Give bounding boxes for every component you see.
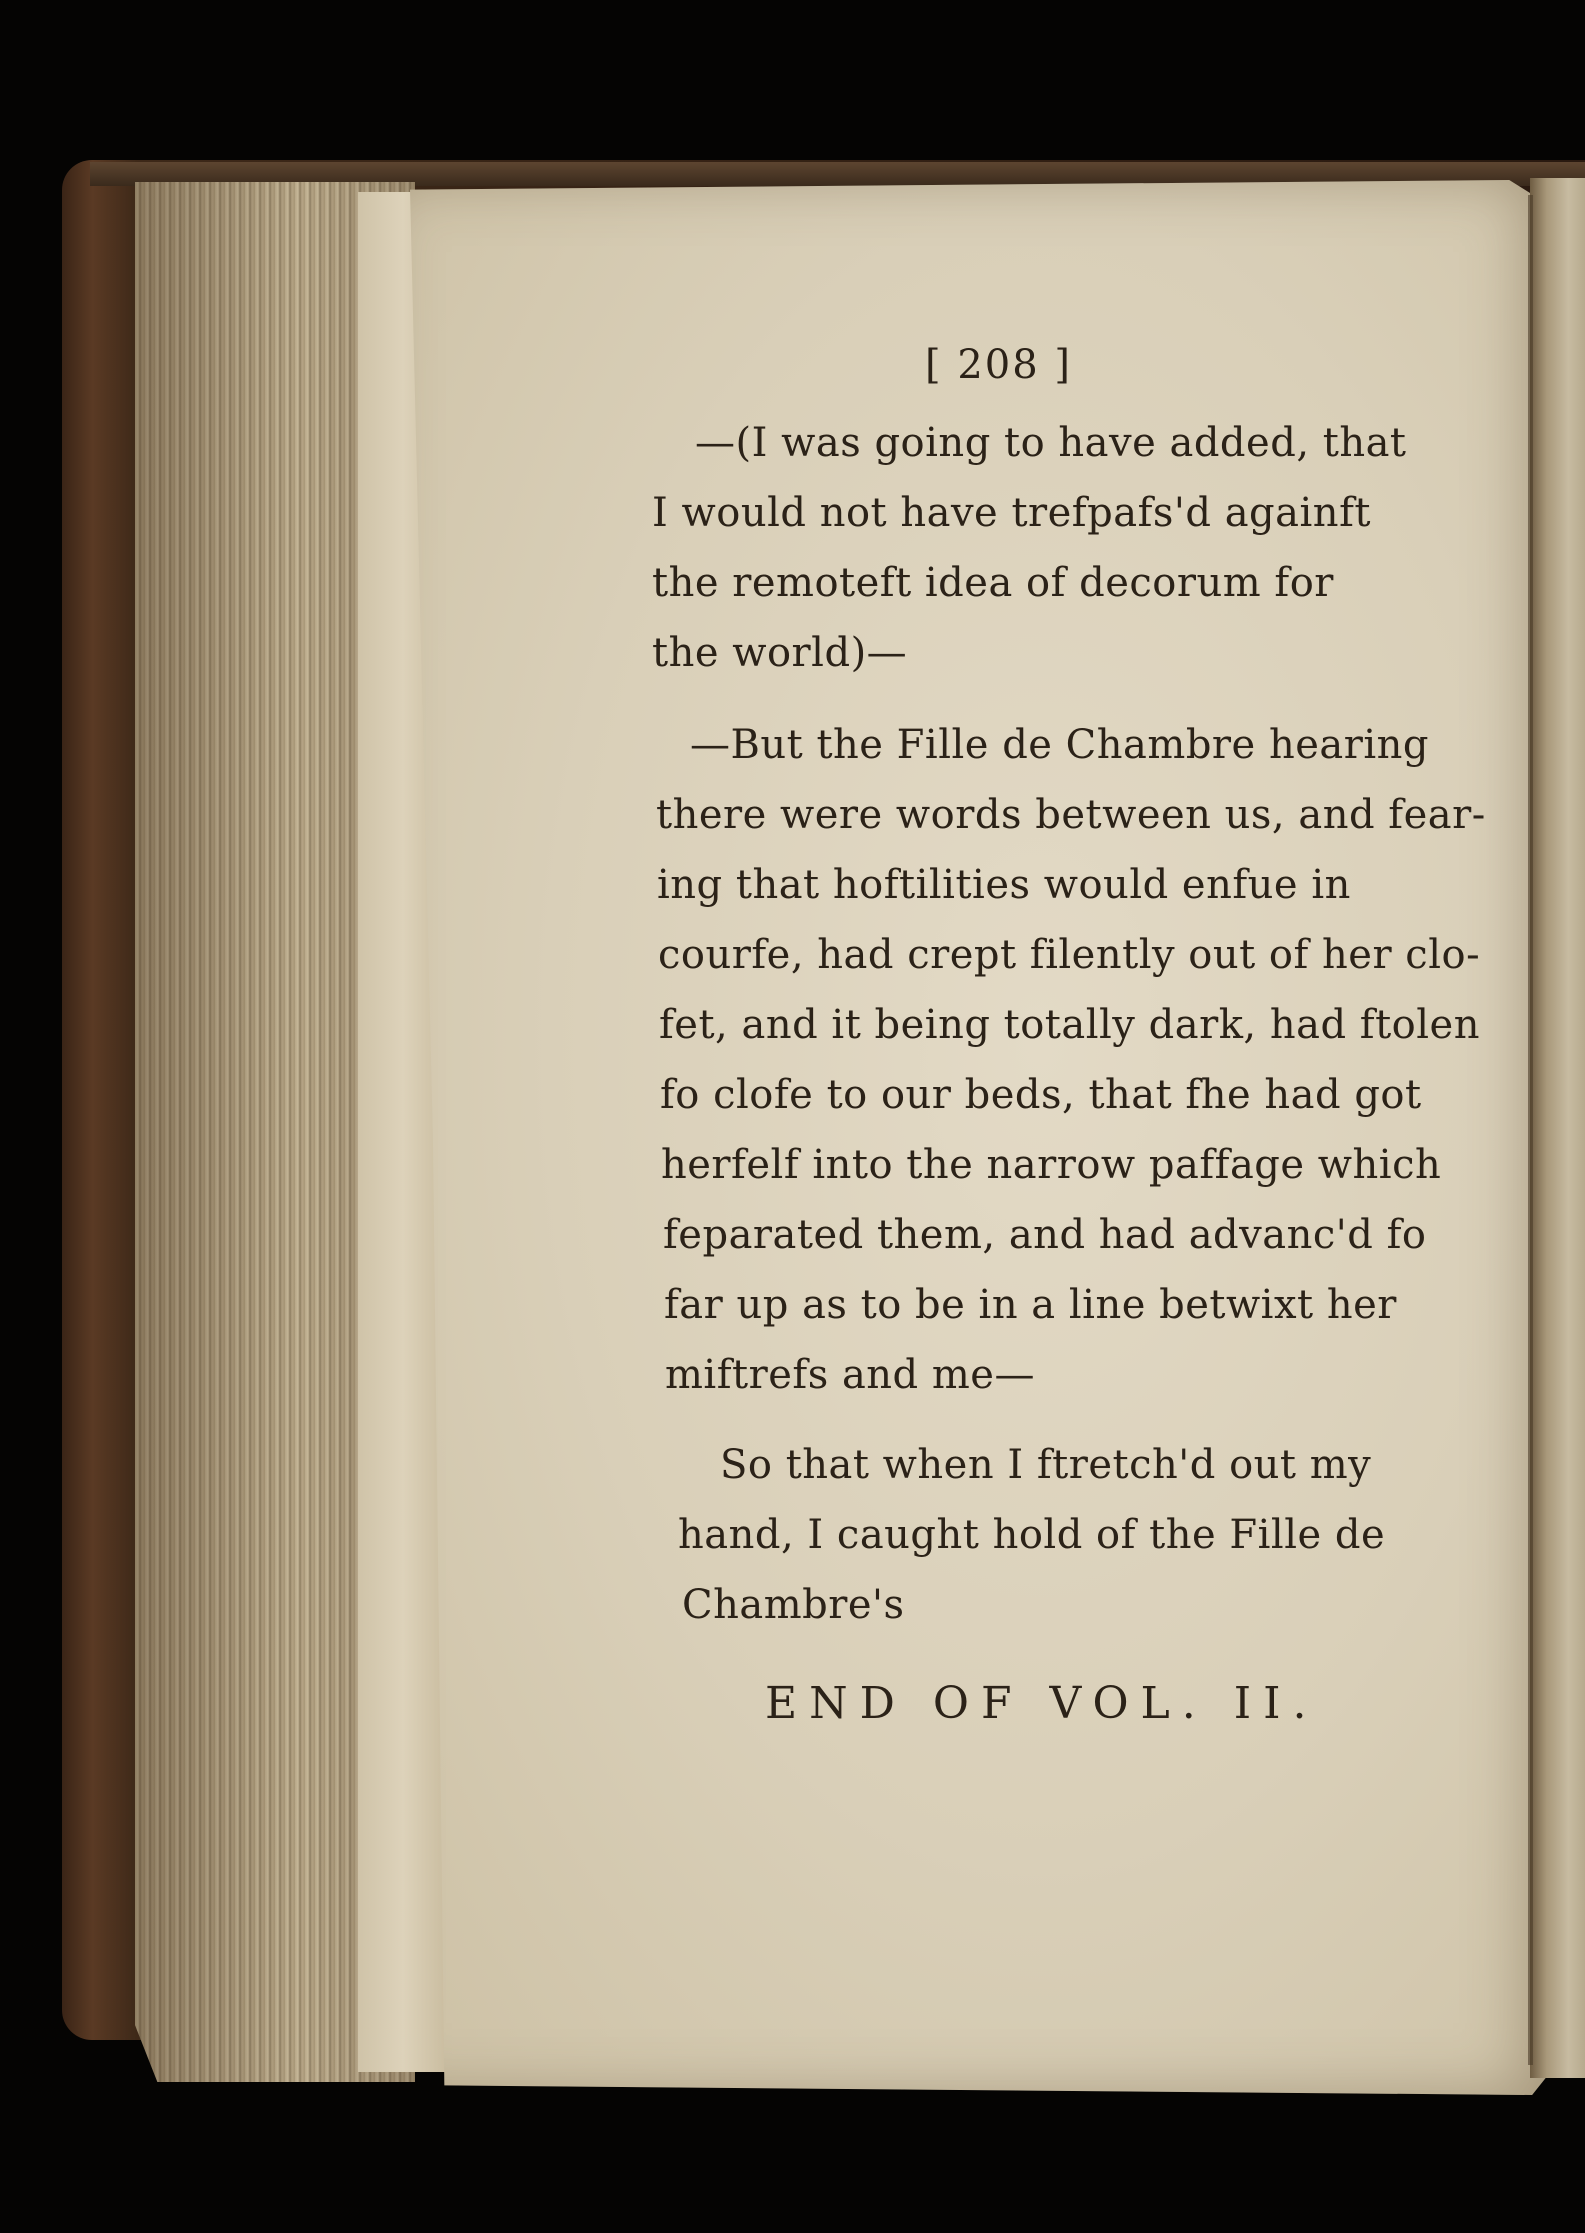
- text-line: courfe, had crept filently out of her clo-: [658, 932, 1481, 978]
- text-line: —But the Fille de Chambre hearing: [690, 722, 1429, 768]
- facing-page-edge: [1530, 178, 1585, 2078]
- text-line: far up as to be in a line betwixt her: [664, 1282, 1397, 1328]
- text-line: —(I was going to have added, that: [695, 420, 1407, 466]
- text-line: I would not have trefpafs'd againft: [652, 490, 1371, 536]
- text-line: the remoteft idea of decorum for: [652, 560, 1334, 606]
- text-line: miftrefs and me—: [665, 1352, 1035, 1398]
- book-page: [410, 180, 1555, 2095]
- text-line: fo clofe to our beds, that fhe had got: [660, 1072, 1422, 1118]
- text-line: hand, I caught hold of the Fille de: [678, 1512, 1386, 1558]
- text-line: ing that hoftilities would enfue in: [657, 862, 1351, 908]
- gutter-line: [1528, 195, 1533, 2065]
- text-line: fet, and it being totally dark, had ftolen: [659, 1002, 1480, 1048]
- text-line: there were words between us, and fear-: [656, 792, 1486, 838]
- text-line: herfelf into the narrow paffage which: [661, 1142, 1442, 1188]
- end-of-volume-text: END OF VOL. II.: [765, 1678, 1319, 1729]
- page-number-header: [ 208 ]: [925, 342, 1072, 388]
- text-line: feparated them, and had advanc'd fo: [663, 1212, 1427, 1258]
- text-line: So that when I ftretch'd out my: [720, 1442, 1372, 1488]
- text-line: the world)—: [652, 630, 908, 676]
- text-line: Chambre's: [682, 1582, 905, 1628]
